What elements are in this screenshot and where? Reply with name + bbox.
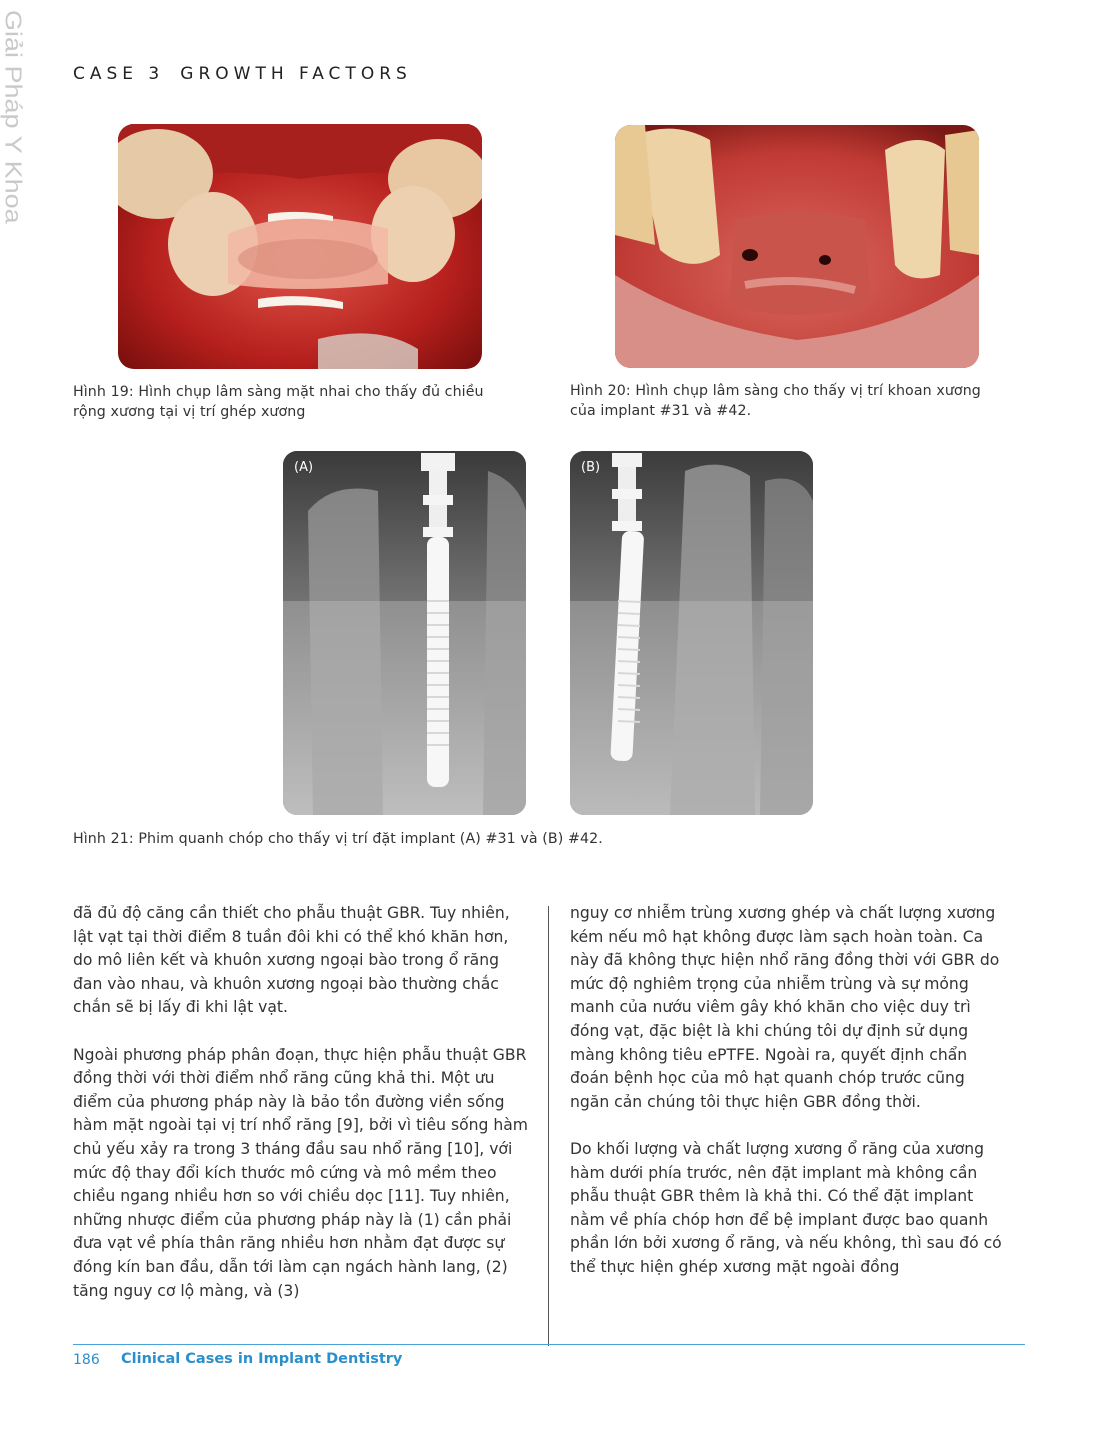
figure-19-image xyxy=(118,124,482,369)
body-right-column xyxy=(570,902,1005,1303)
running-header xyxy=(73,64,412,84)
figure-21a-label: (A) xyxy=(294,460,314,475)
body-paragraph: nguy cơ nhiễm trùng xương ghép và chất lượng xương kém nếu mô hạt không được làm sạch hoàn toàn. Ca này đã không thực hiện nhổ răng đồng thời với GBR do mức độ nghiêm trọng của nhiễm trùng và sự mỏng manh của nướu viêm gây khó khăn cho việc duy trì đóng vạt, đặc biệt là khi chúng tôi dự định sử dụng màng không tiêu ePTFE. Ngoài ra, quyết định chẩn đoán bệnh học của mô hạt quanh chóp trước cũng ngăn cản chúng tôi thực hiện GBR đồng thời. xyxy=(570,904,1000,1111)
body-paragraph: Do khối lượng và chất lượng xương ổ răng của xương hàm dưới phía trước, nên đặt implant mà không cần phẫu thuật GBR thêm là khả thi. Có thể đặt implant nằm về phía chóp hơn để bệ implant được bao quanh phần lớn bởi xương ổ răng, và nếu không, thì sau đó có thể thực hiện ghép xương mặt ngoài đồng xyxy=(570,1139,1002,1276)
figure-21b-image xyxy=(570,451,813,815)
figure-21b-xray xyxy=(570,451,813,815)
column-divider xyxy=(548,906,549,1346)
figure-20-photo xyxy=(615,125,979,368)
figure-21a-xray xyxy=(283,451,526,815)
figure-20-caption: Hình 20: Hình chụp lâm sàng cho thấy vị trí khoan xương của implant #31 và #42. xyxy=(570,383,981,419)
figure-21-caption: Hình 21: Phim quanh chóp cho thấy vị trí đặt implant (A) #31 và (B) #42. xyxy=(73,831,603,847)
book-title: Clinical Cases in Implant Dentistry xyxy=(121,1351,403,1367)
figure-20-image xyxy=(615,125,979,368)
footer-rule xyxy=(73,1344,1025,1345)
watermark-text: Giải Pháp Y Khoa xyxy=(0,10,26,224)
header-topic: GROWTH FACTORS xyxy=(180,64,412,84)
figure-19-caption: Hình 19: Hình chụp lâm sàng mặt nhai cho thấy đủ chiều rộng xương tại vị trí ghép xương xyxy=(73,384,484,420)
body-left-column xyxy=(73,902,528,1327)
header-case: CASE 3 xyxy=(73,64,165,84)
page-number: 186 xyxy=(73,1352,100,1368)
figure-21a-image xyxy=(283,451,526,815)
body-paragraph: Ngoài phương pháp phân đoạn, thực hiện phẫu thuật GBR đồng thời với thời điểm nhổ răng cũng khả thi. Một ưu điểm của phương pháp này là bảo tồn đường viền sống hàm mặt ngoài tại vị trí nhổ răng [9], bởi vì tiêu sống hàm chủ yếu xảy ra trong 3 tháng đầu sau nhổ răng [10], với mức độ thay đổi kích thước mô cứng và mô mềm theo chiều ngang nhiều hơn so với chiều dọc [11]. Tuy nhiên, những nhược điểm của phương pháp này là (1) cần phải đưa vạt về phía thân răng nhiều hơn nhằm đạt được sự đóng kín ban đầu, dẫn tới làm cạn ngách hành lang, (2) tăng nguy cơ lộ màng, và (3) xyxy=(73,1045,528,1300)
figure-21b-label: (B) xyxy=(581,460,601,475)
body-paragraph: đã đủ độ căng cần thiết cho phẫu thuật GBR. Tuy nhiên, lật vạt tại thời điểm 8 tuần đôi khi có thể khó khăn hơn, do mô liên kết và khuôn xương ngoại bào trong ổ răng đan vào nhau, và khuôn xương ngoại bào thường chắc chắn sẽ bị lấy đi khi lật vạt. xyxy=(73,904,510,1017)
figure-19-photo xyxy=(118,124,482,369)
